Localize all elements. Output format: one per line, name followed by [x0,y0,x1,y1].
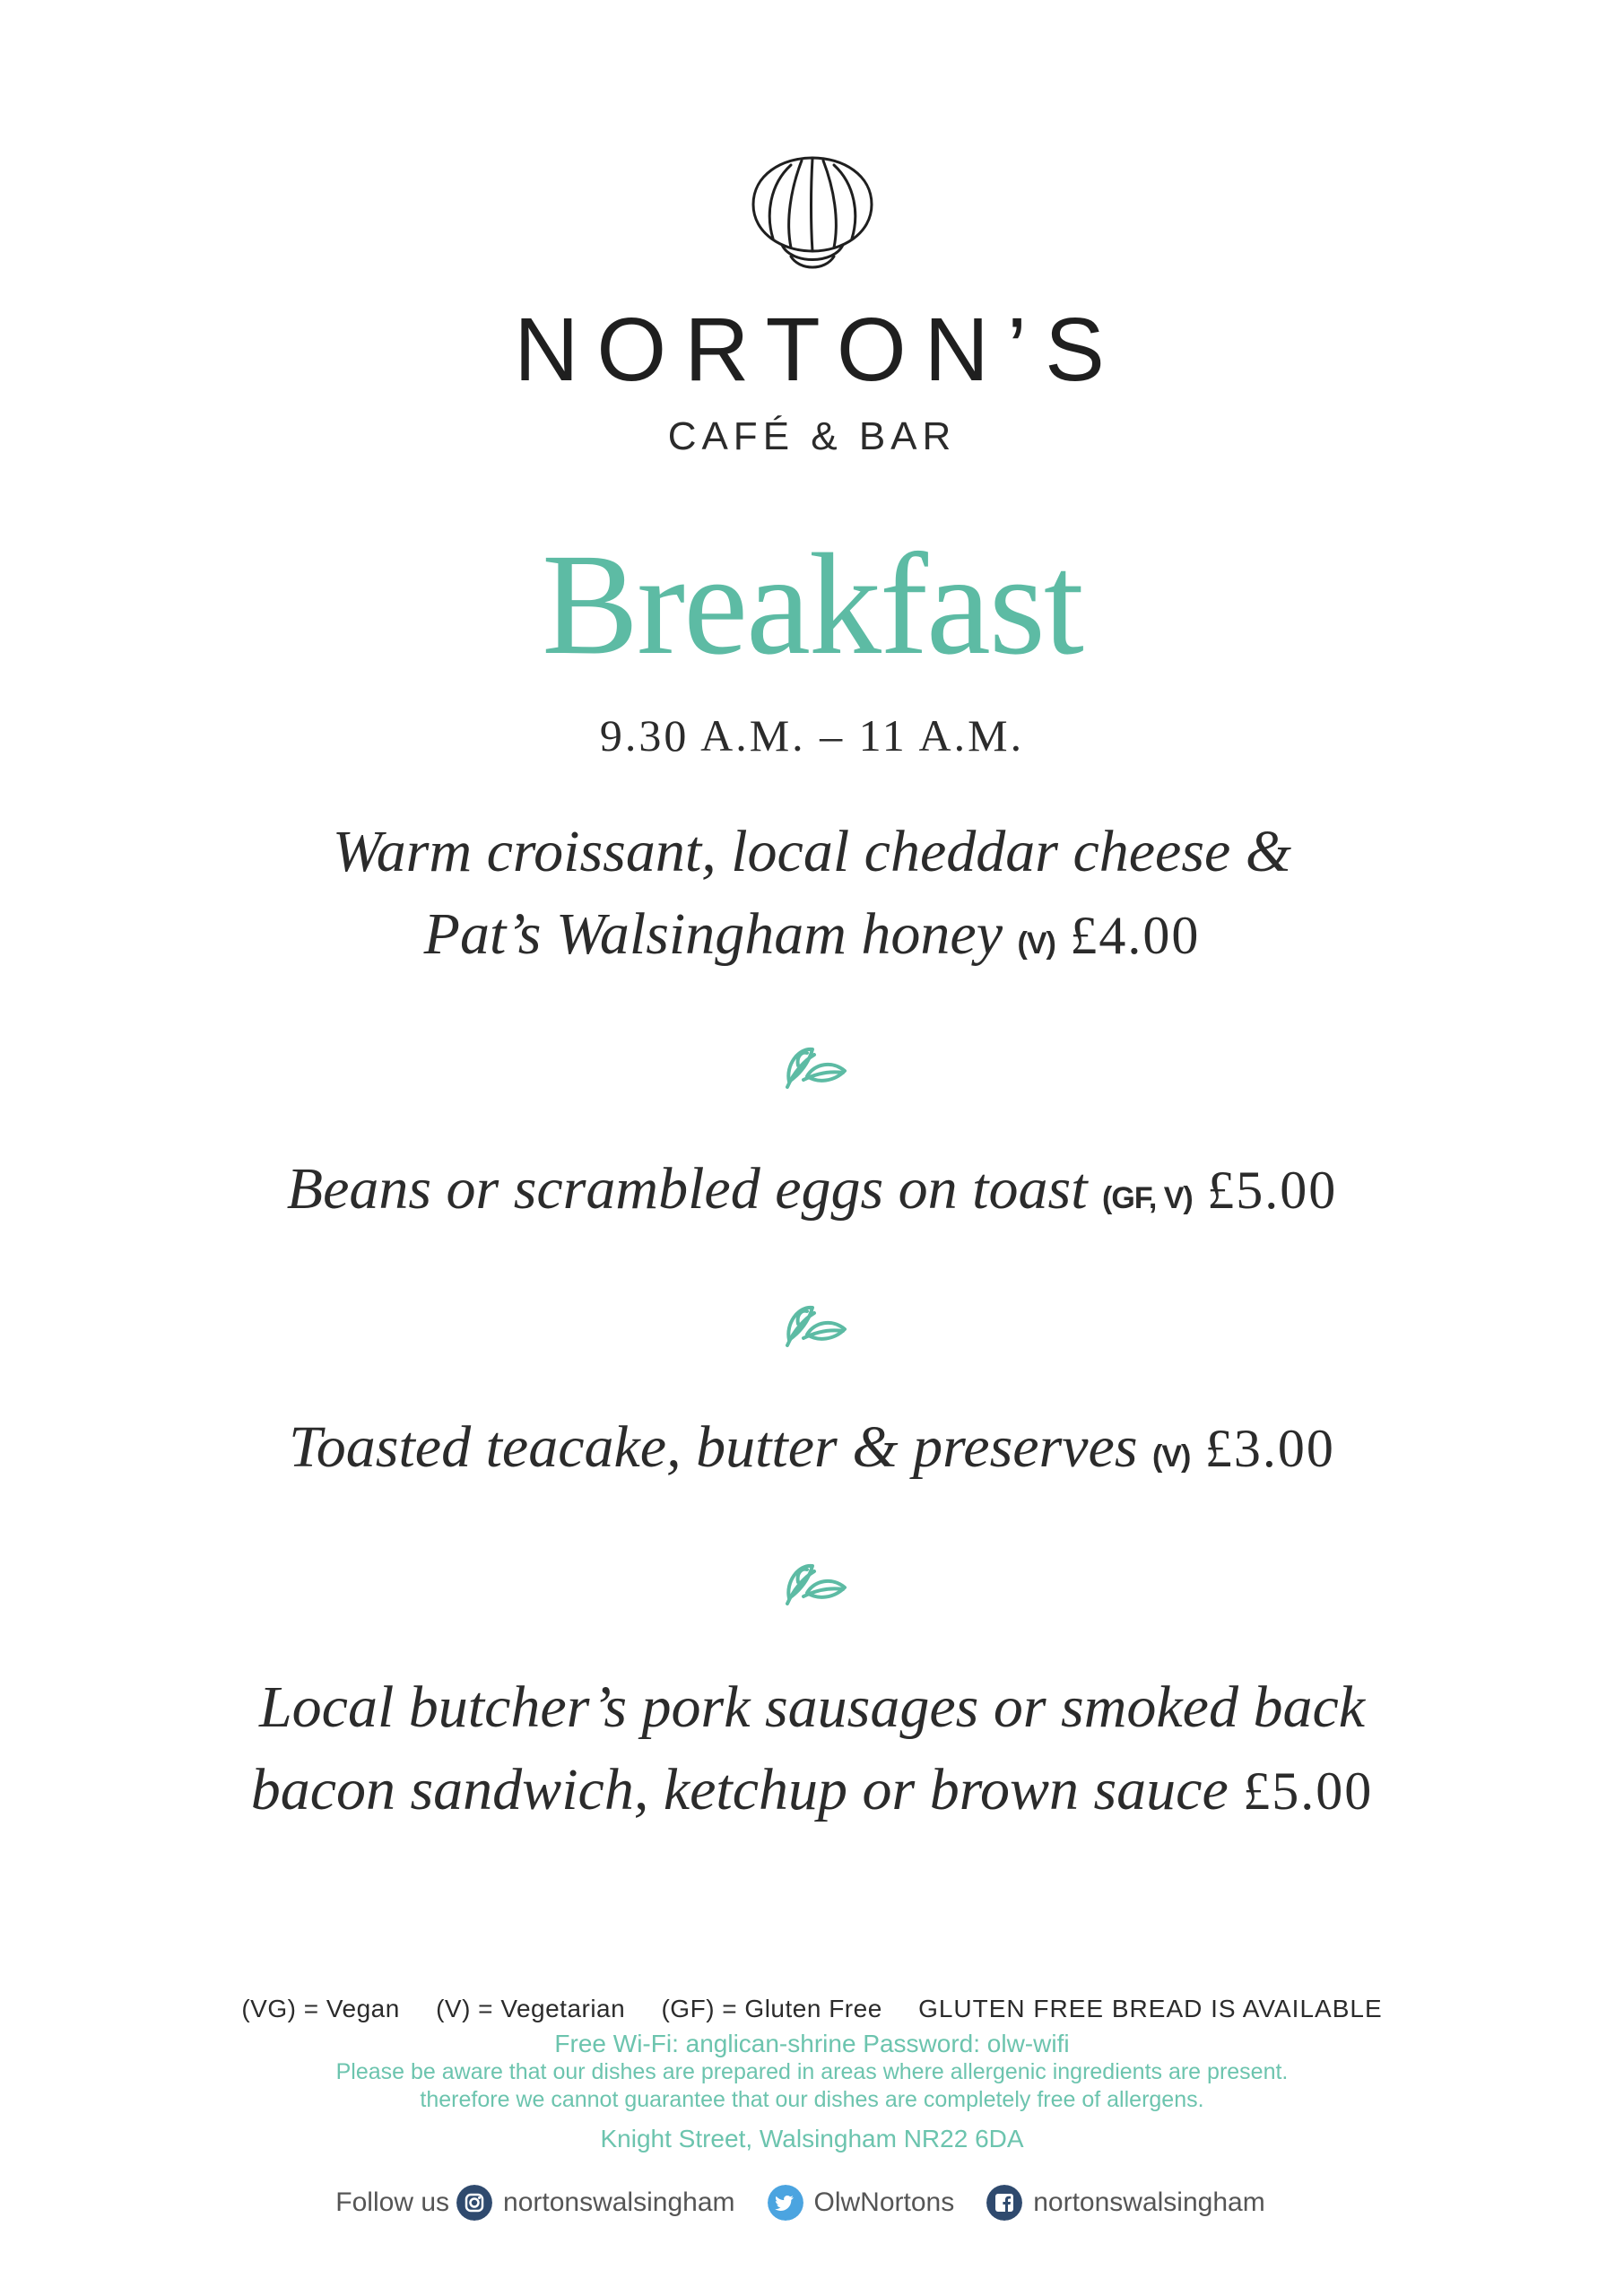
allergy-notice: Please be aware that our dishes are prepared in areas where allergenic ingredients are present. [335,2059,1289,2084]
menu-item [0,1666,1624,1832]
instagram-icon [456,2185,492,2221]
menu-item-line: Local butcher’s pork sausages or smoked back [258,1674,1366,1740]
price: £5.00 [1243,1761,1374,1821]
menu-item-line [0,1749,1624,1832]
legend-vegetarian: (V) = Vegetarian [436,1995,626,2022]
legend-vegan: (VG) = Vegan [241,1995,400,2022]
social-links [0,2181,1624,2224]
menu-title: Breakfast [542,525,1082,685]
twitter-handle: OlwNortons [813,2187,955,2217]
menu-item [0,1148,1624,1239]
price: £5.00 [1207,1161,1338,1220]
follow-label-group [335,2181,449,2224]
menu-item-line [0,893,1624,985]
allergy-notice: therefore we cannot guarantee that our dishes are completely free of allergens. [420,2087,1204,2112]
diet-tag: (V) [1152,1439,1191,1474]
menu-item-text: Pat’s Walsingham honey [423,901,1003,967]
menu-item [0,1406,1624,1498]
twitter-icon [768,2185,803,2221]
wifi-info: Free Wi-Fi: anglican-shrine Password: olw-wifi [554,2030,1070,2057]
menu-item-text: Beans or scrambled eggs on toast [286,1156,1088,1222]
diet-tag: (GF, V) [1102,1181,1193,1215]
address: Knight Street, Walsingham NR22 6DA [600,2125,1024,2152]
dietary-legend [0,1993,1624,2025]
legend-gluten-free: (GF) = Gluten Free [661,1995,882,2022]
menu-hours: 9.30 A.M. – 11 A.M. [599,710,1025,761]
menu-item-line: Warm croissant, local cheddar cheese & [332,819,1292,884]
leaf-ornament-icon [782,1299,848,1349]
menu-item-text: bacon sandwich, ketchup or brown sauce [250,1757,1229,1822]
follow-label: Follow us [335,2187,450,2217]
leaf-ornament-icon [782,1557,848,1607]
menu-item-text: Toasted teacake, butter & preserves [289,1414,1138,1480]
social-facebook[interactable] [977,2181,1264,2224]
legend-gf-bread: GLUTEN FREE BREAD IS AVAILABLE [918,1995,1383,2022]
brand-subtitle: CAFÉ & BAR [667,414,957,458]
facebook-handle: nortonswalsingham [1033,2187,1265,2217]
price: £4.00 [1070,906,1201,965]
scallop-shell-icon [746,152,879,274]
social-twitter[interactable] [759,2181,955,2224]
brand-name: NORTON’S [514,300,1123,400]
menu-item [0,811,1624,985]
social-instagram[interactable] [473,2181,734,2224]
facebook-icon [986,2185,1022,2221]
instagram-handle: nortonswalsingham [503,2187,735,2217]
diet-tag: (V) [1017,926,1055,961]
price: £3.00 [1204,1419,1335,1478]
leaf-ornament-icon [782,1040,848,1091]
